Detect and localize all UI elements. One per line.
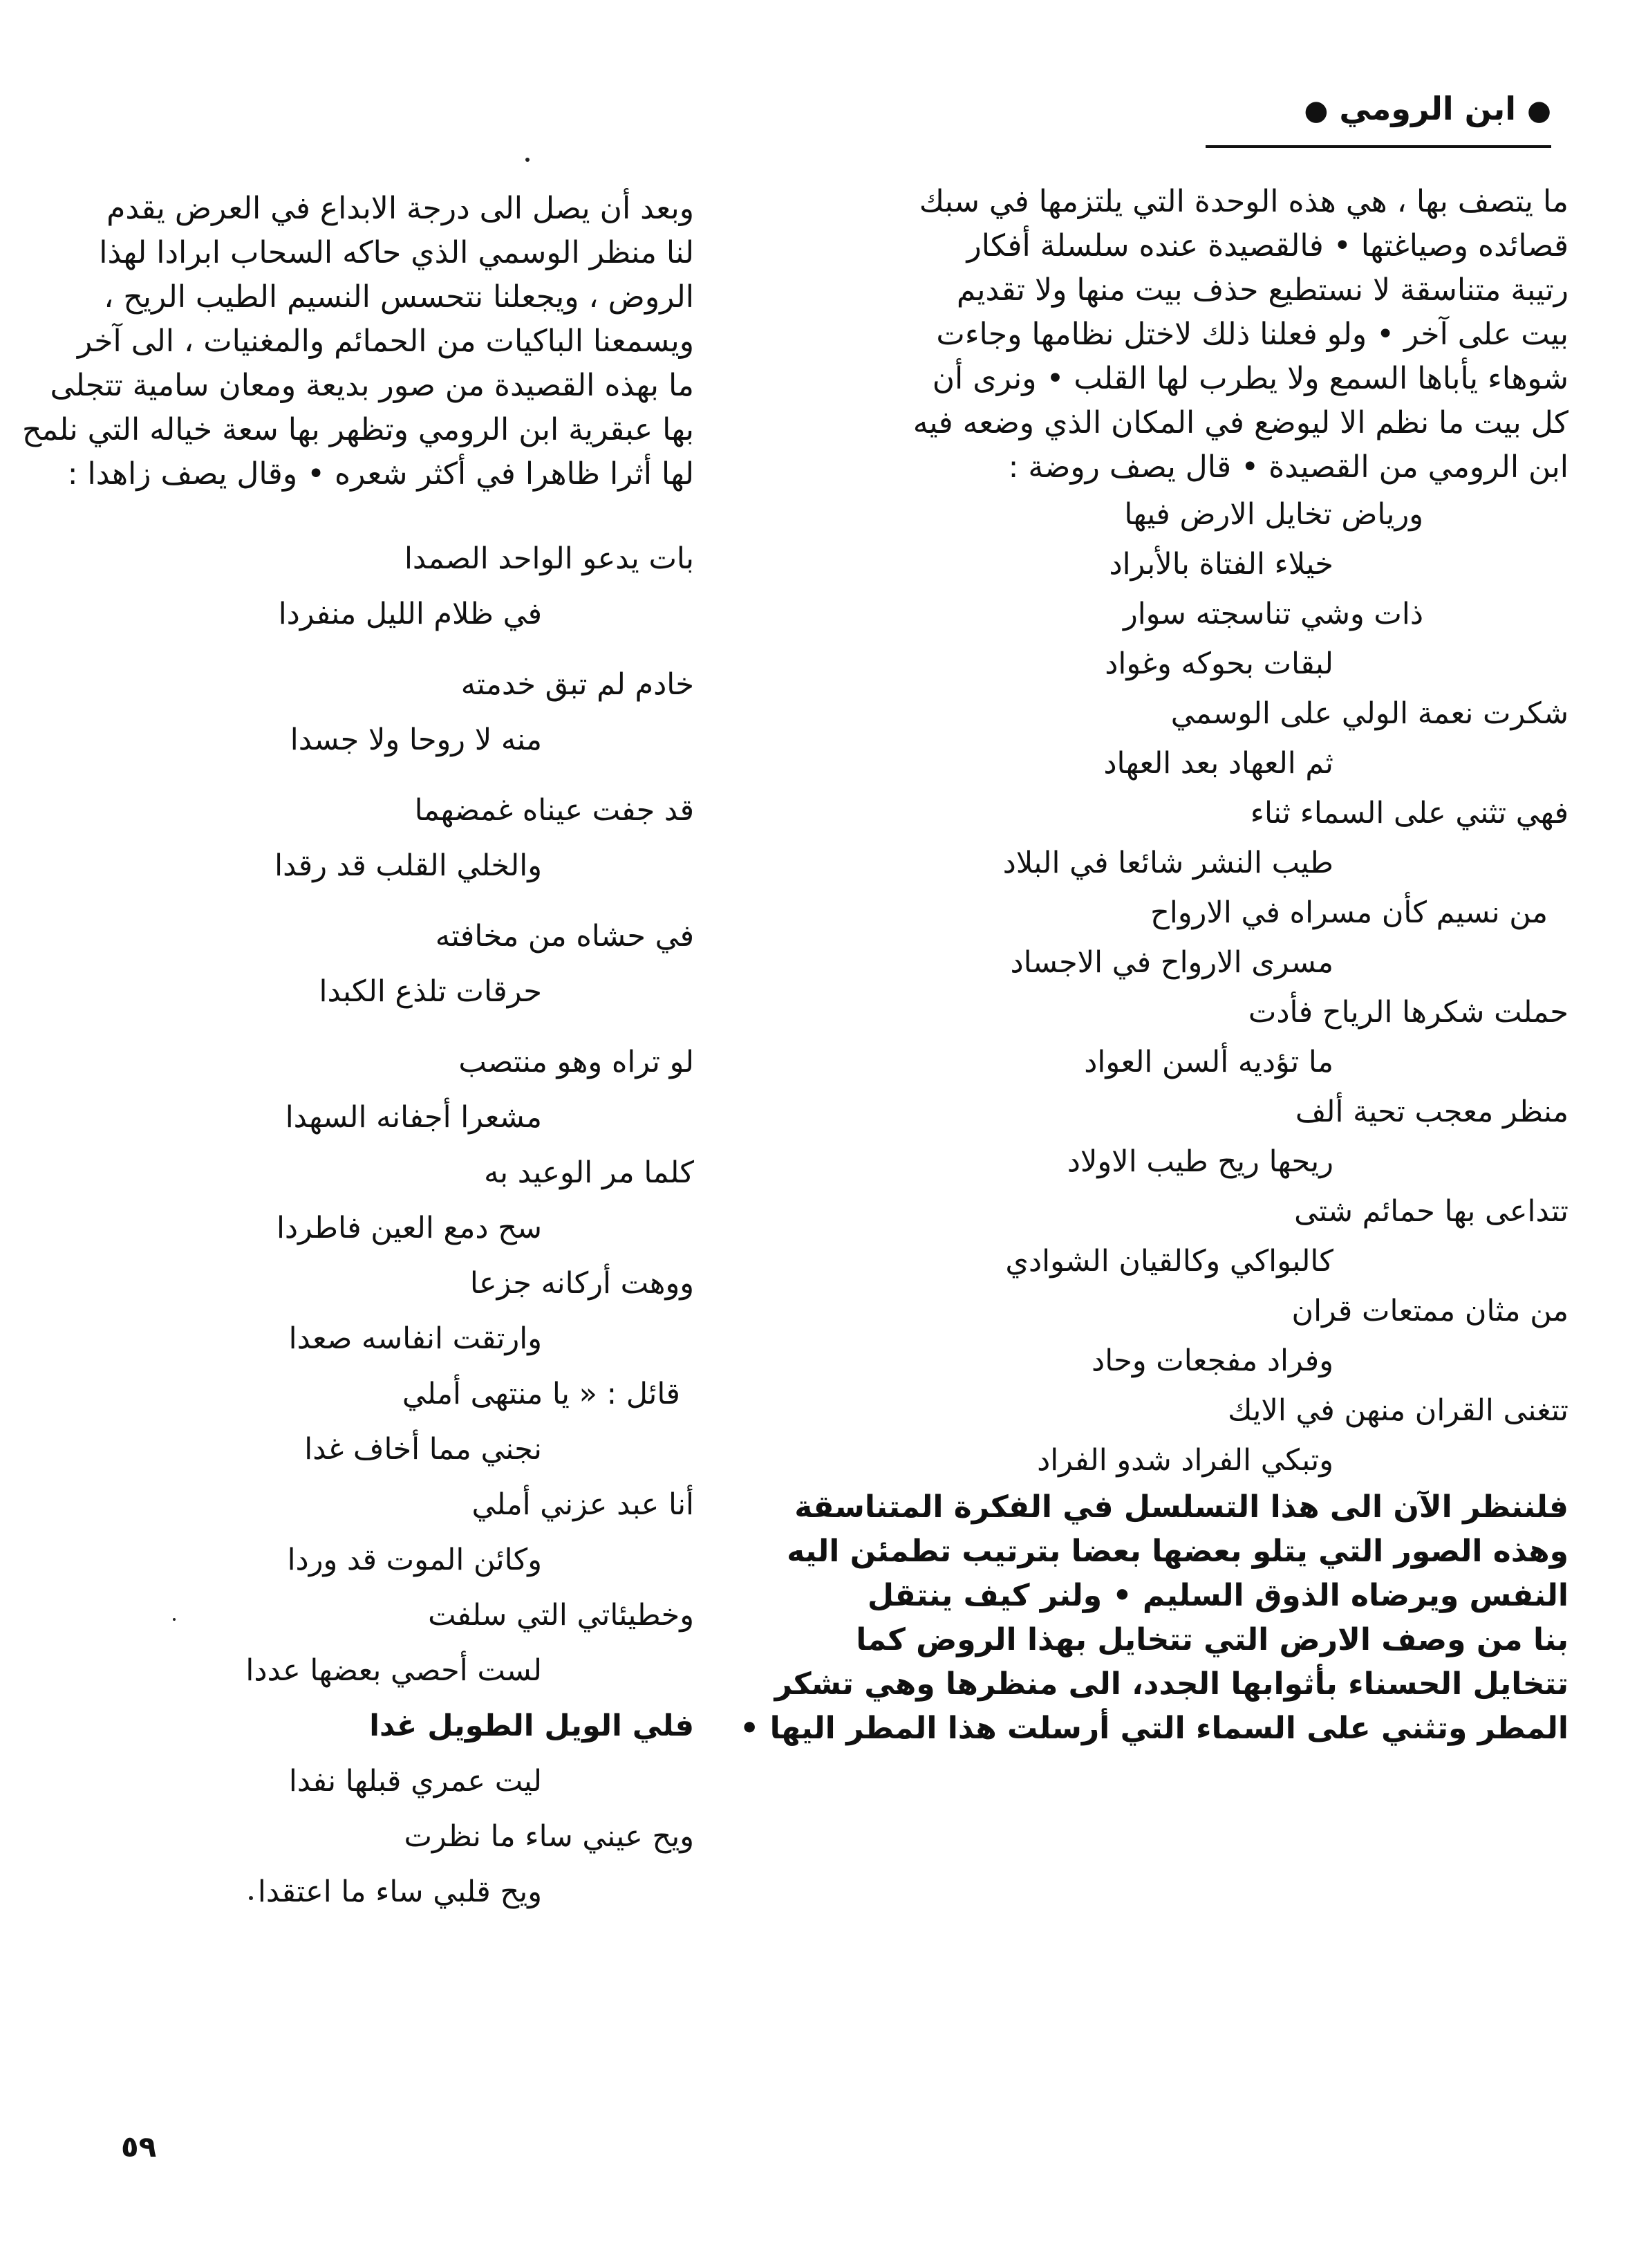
prose-line: لها أثرا ظاهرا في أكثر شعره • وقال يصف زاهدا : [67, 456, 694, 492]
running-header [1192, 90, 1551, 127]
page-number: ٥٩ [121, 2130, 157, 2164]
poem-verse: كالبواكي وكالقيان الشوادي [1005, 1244, 1333, 1279]
poem-verse: منه لا روحا ولا جسدا [290, 723, 542, 757]
poem-verse: لبقات بحوكه وغواد [1105, 647, 1333, 681]
prose-line: النفس ويرضاه الذوق السليم • ولنر كيف ينتقل [867, 1578, 1569, 1613]
poem-verse: مشعرا أجفانه السهدا [285, 1100, 542, 1135]
header-bullet-start: ● [1527, 95, 1551, 127]
prose-line: بنا من وصف الارض التي تتخايل بهذا الروض كما [856, 1622, 1569, 1657]
poem-verse: ويح قلبي ساء ما اعتقدا [257, 1875, 542, 1909]
poem-verse: وتبكي الفراد شدو الفراد [1037, 1443, 1333, 1478]
prose-line: ابن الرومي من القصيدة • قال يصف روضة : [1008, 449, 1569, 485]
prose-line: شوهاء يأباها السمع ولا يطرب لها القلب • ونرى أن [932, 361, 1569, 396]
poem-verse: حرقات تلذع الكبدا [319, 974, 542, 1009]
poem-verse: فهي تثني على السماء ثناء [1250, 796, 1569, 830]
prose-line: تتخايل الحسناء بأثوابها الجدد، الى منظرها وهي تشكر [774, 1666, 1569, 1702]
poem-verse: نجني مما أخاف غدا [304, 1432, 542, 1467]
header-bullet-end: ● [1304, 95, 1329, 127]
prose-line: رتيبة متناسقة لا نستطيع حذف بيت منها ولا تقديم [956, 272, 1569, 308]
prose-line: ما بهذه القصيدة من صور بديعة ومعان سامية تتجلى [50, 368, 694, 403]
poem-verse: ليت عمري قبلها نفدا [288, 1764, 542, 1798]
poem-verse: قد جفت عيناه غمضهما [414, 793, 694, 828]
left-column [22, 187, 694, 1920]
prose-line: قصائده وصياغتها • فالقصيدة عنده سلسلة أفكار [966, 228, 1569, 263]
poem-verse: خادم لم تبق خدمته [460, 667, 694, 702]
poem-verse: مسرى الارواح في الاجساد [1010, 945, 1333, 980]
poem-verse: تتداعى بها حمائم شتى [1294, 1194, 1569, 1229]
poem-verse: فلي الويل الطويل غدا [369, 1709, 694, 1743]
right-column [740, 180, 1569, 1751]
print-speck [173, 1618, 176, 1621]
prose-line: بيت على آخر • ولو فعلنا ذلك لاختل نظامها وجاءت [936, 317, 1569, 352]
poem-verse: سح دمع العين فاطردا [276, 1211, 542, 1245]
prose-line: فلننظر الآن الى هذا التسلسل في الفكرة المتناسقة [794, 1489, 1569, 1525]
poem-verse: حملت شكرها الرياح فأدت [1248, 995, 1569, 1030]
poem-verse: ثم العهاد بعد العهاد [1103, 746, 1333, 781]
poem-verse: كلما مر الوعيد به [484, 1155, 694, 1190]
poem-verse: منظر معجب تحية ألف [1295, 1095, 1569, 1129]
poem-verse: وفراد مفجعات وحاد [1092, 1344, 1333, 1378]
prose-line: وهذه الصور التي يتلو بعضها بعضا بترتيب تطمئن اليه [787, 1534, 1569, 1569]
poem-verse: في حشاه من مخافته [435, 919, 694, 954]
poem-verse: ورياض تخايل الارض فيها [1124, 497, 1423, 532]
poem-verse: قائل : « يا منتهى أملي [402, 1377, 680, 1411]
poem-verse: في ظلام الليل منفردا [278, 597, 542, 631]
prose-line: ما يتصف بها ، هي هذه الوحدة التي يلتزمها في سبك [919, 184, 1569, 219]
poem-verse: تتغنى القران منهن في الايك [1228, 1393, 1569, 1428]
poem-verse: أنا عبد عزني أملي [471, 1487, 694, 1522]
poem-verse: ما تؤديه ألسن العواد [1084, 1045, 1333, 1079]
prose-line: ويسمعنا الباكيات من الحمائم والمغنيات ، الى آخر [77, 324, 694, 359]
header-rule [1206, 145, 1551, 148]
poem-verse: من نسيم كأن مسراه في الارواح [1150, 895, 1548, 930]
poem-verse: لو تراه وهو منتصب [458, 1045, 694, 1079]
poem-verse: ريحها ريح طيب الاولاد [1067, 1144, 1333, 1179]
print-speck [249, 1896, 253, 1900]
poem-verse: والخلي القلب قد رقدا [274, 848, 542, 883]
poem-verse: ويح عيني ساء ما نظرت [404, 1819, 694, 1854]
prose-line: وبعد أن يصل الى درجة الابداع في العرض يقدم [106, 191, 694, 226]
prose-line: لنا منظر الوسمي الذي حاكه السحاب ابرادا لهذا [99, 235, 694, 270]
poem-verse: لست أحصي بعضها عددا [245, 1653, 542, 1688]
poem-verse: وارتقت انفاسه صعدا [288, 1321, 542, 1356]
poem-verse: من مثان ممتعات قران [1291, 1294, 1569, 1328]
header-title-line [1304, 90, 1551, 127]
poem-verse: وخطيئاتي التي سلفت [428, 1598, 694, 1633]
poem-verse: وكائن الموت قد وردا [287, 1543, 542, 1577]
poem-verse: خيلاء الفتاة بالأبراد [1109, 547, 1333, 582]
prose-line: المطر وتثني على السماء التي أرسلت هذا المطر اليها • [740, 1711, 1569, 1746]
author-name: ابن الرومي [1339, 90, 1517, 127]
print-speck [525, 158, 530, 162]
poem-verse: شكرت نعمة الولي على الوسمي [1170, 696, 1569, 731]
prose-line: بها عبقرية ابن الرومي وتظهر بها سعة خياله التي نلمح [22, 412, 694, 447]
prose-line: كل بيت ما نظم الا ليوضع في المكان الذي وضعه فيه [912, 405, 1569, 440]
poem-verse: ووهت أركانه جزعا [469, 1266, 694, 1301]
poem-verse: بات يدعو الواحد الصمدا [404, 541, 694, 576]
poem-verse: طيب النشر شائعا في البلاد [1002, 846, 1333, 880]
poem-verse: ذات وشي تناسجته سوار [1123, 597, 1423, 631]
prose-line: الروض ، ويجعلنا نتحسس النسيم الطيب الريح ، [104, 279, 694, 315]
